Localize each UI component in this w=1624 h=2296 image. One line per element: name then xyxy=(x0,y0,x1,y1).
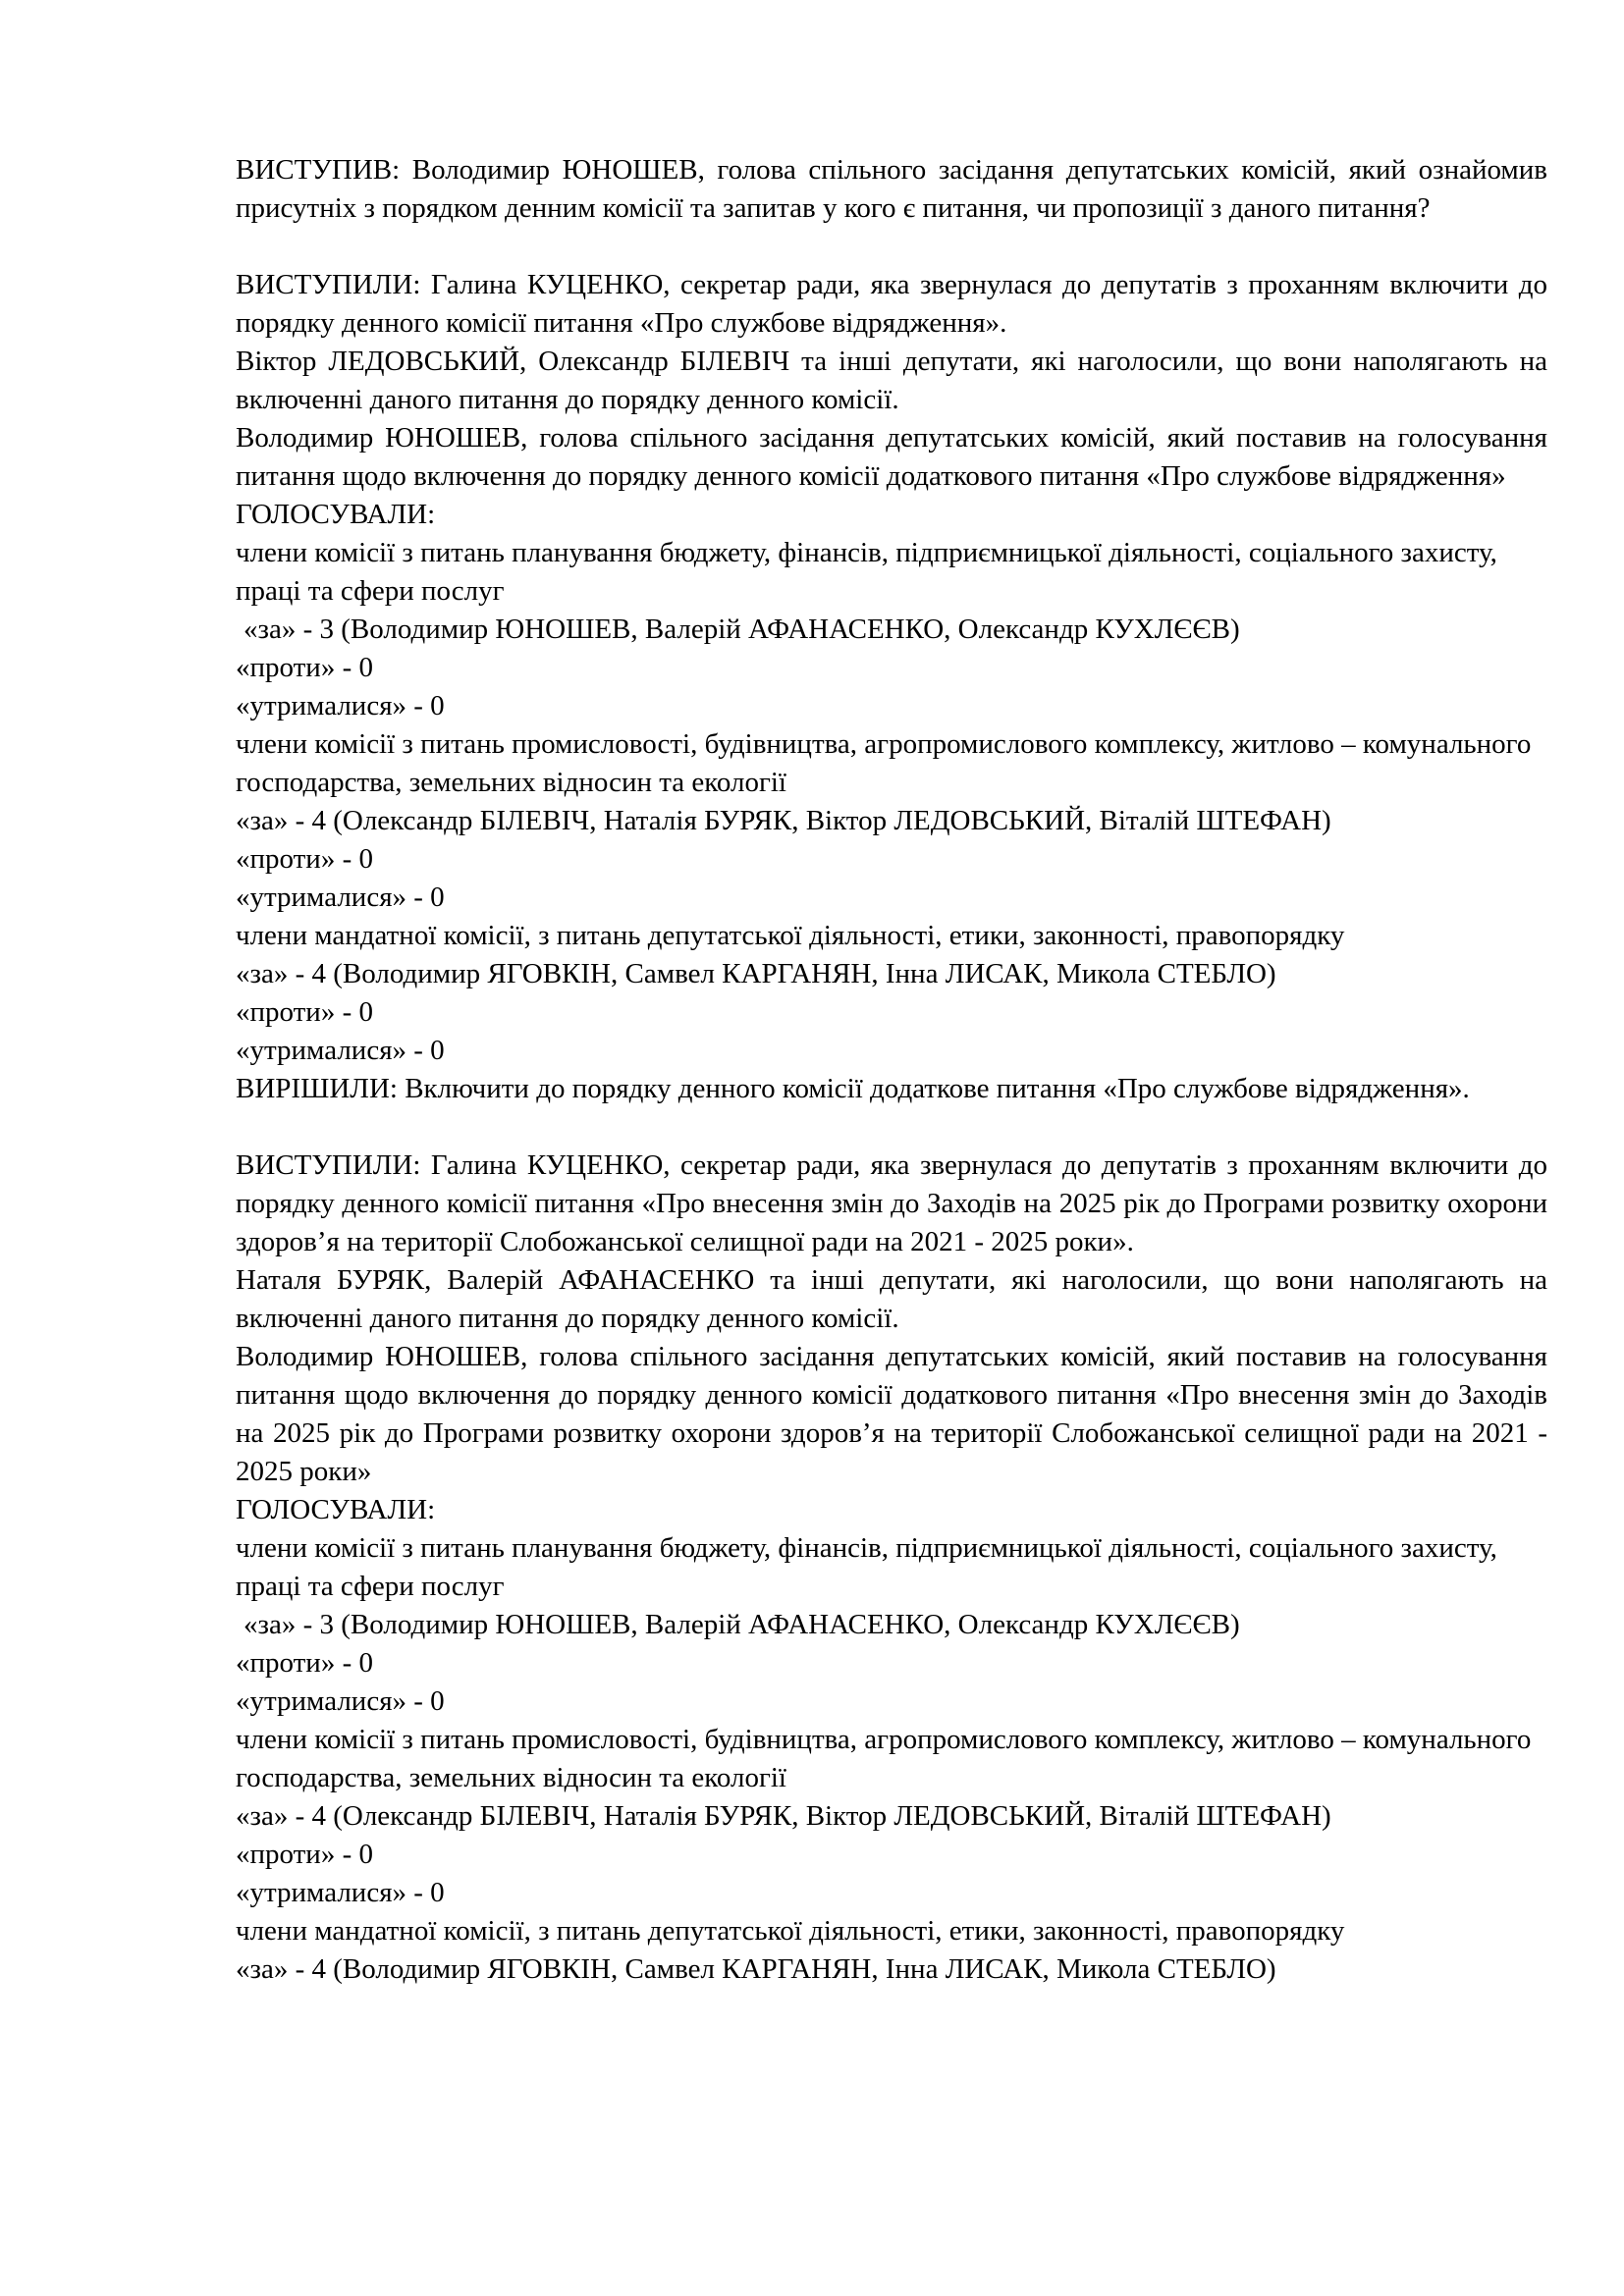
document-paragraph: ВИРІШИЛИ: Включити до порядку денного комісії додаткове питання «Про службове відрядження». xyxy=(236,1073,1470,1104)
document-paragraph: «за» - 4 (Володимир ЯГОВКІН, Самвел КАРГАНЯН, Інна ЛИСАК, Микола СТЕБЛО) xyxy=(236,1953,1276,1985)
document-paragraph: члени комісії з питань планування бюджету, фінансів, підприємницької діяльності, соціального захисту, праці та сфери послуг xyxy=(236,1532,1497,1602)
document-paragraph: «за» - 4 (Олександр БІЛЕВІЧ, Наталія БУРЯК, Віктор ЛЕДОВСЬКИЙ, Віталій ШТЕФАН) xyxy=(236,805,1331,836)
document-paragraph: «утрималися» - 0 xyxy=(236,1685,445,1717)
document-paragraph: ГОЛОСУВАЛИ: xyxy=(236,1494,436,1525)
document-paragraph: «проти» - 0 xyxy=(236,1839,373,1870)
document-paragraph: члени мандатної комісії, з питань депутатської діяльності, етики, законності, правопорядку xyxy=(236,1915,1345,1947)
document-paragraph: члени комісії з питань промисловості, будівництва, агропромислового комплексу, житлово – комунального господарства, земельних відносин та екології xyxy=(236,728,1532,798)
document-paragraph: ВИСТУПИЛИ: Галина КУЦЕНКО, секретар ради, яка звернулася до депутатів з проханням включити до порядку денного комісії питання «Про службове відрядження». xyxy=(236,269,1547,339)
document-paragraph: «утрималися» - 0 xyxy=(236,690,445,721)
document-paragraph: «проти» - 0 xyxy=(236,996,373,1028)
document-paragraph: ВИСТУПИЛИ: Галина КУЦЕНКО, секретар ради, яка звернулася до депутатів з проханням включити до порядку денного комісії питання «Про внесення змін до Заходів на 2025 рік до Програми розвитку охорони здоров’я на території Слобожанської селищної ради на 2021 - 2025 роки». xyxy=(236,1149,1547,1257)
document-paragraph: «проти» - 0 xyxy=(236,652,373,683)
document-paragraph: ГОЛОСУВАЛИ: xyxy=(236,499,436,530)
paragraph-spacer xyxy=(236,228,1547,266)
document-paragraph: «за» - 4 (Володимир ЯГОВКІН, Самвел КАРГАНЯН, Інна ЛИСАК, Микола СТЕБЛО) xyxy=(236,958,1276,989)
document-paragraph: «утрималися» - 0 xyxy=(236,881,445,913)
document-paragraph: «утрималися» - 0 xyxy=(236,1877,445,1908)
document-paragraph: члени мандатної комісії, з питань депутатської діяльності, етики, законності, правопорядку xyxy=(236,920,1345,951)
document-paragraph: Володимир ЮНОШЕВ, голова спільного засідання депутатських комісій, який поставив на голосування питання щодо включення до порядку денного комісії додаткового питання «Про внесення змін до Заходів на 2025 рік до Програми розвитку охорони здоров’я на території Слобожанської селищної ради на 2021 - 2025 роки» xyxy=(236,1341,1547,1487)
document-paragraph: «за» - 3 (Володимир ЮНОШЕВ, Валерій АФАНАСЕНКО, Олександр КУХЛЄЄВ) xyxy=(244,614,1240,645)
paragraph-spacer xyxy=(236,1108,1547,1147)
document-page xyxy=(236,151,1547,1989)
document-paragraph: «утрималися» - 0 xyxy=(236,1035,445,1066)
document-paragraph: Віктор ЛЕДОВСЬКИЙ, Олександр БІЛЕВІЧ та інші депутати, які наголосили, що вони наполягають на включенні даного питання до порядку денного комісії. xyxy=(236,346,1547,415)
document-paragraph: члени комісії з питань планування бюджету, фінансів, підприємницької діяльності, соціального захисту, праці та сфери послуг xyxy=(236,537,1497,607)
document-paragraph: Володимир ЮНОШЕВ, голова спільного засідання депутатських комісій, який поставив на голосування питання щодо включення до порядку денного комісії додаткового питання «Про службове відрядження» xyxy=(236,422,1547,492)
document-paragraph: «проти» - 0 xyxy=(236,843,373,875)
document-paragraph: «за» - 3 (Володимир ЮНОШЕВ, Валерій АФАНАСЕНКО, Олександр КУХЛЄЄВ) xyxy=(244,1609,1240,1640)
document-paragraph: Наталя БУРЯК, Валерій АФАНАСЕНКО та інші депутати, які наголосили, що вони наполягають на включенні даного питання до порядку денного комісії. xyxy=(236,1264,1547,1334)
document-paragraph: члени комісії з питань промисловості, будівництва, агропромислового комплексу, житлово – комунального господарства, земельних відносин та екології xyxy=(236,1724,1532,1793)
document-paragraph: «за» - 4 (Олександр БІЛЕВІЧ, Наталія БУРЯК, Віктор ЛЕДОВСЬКИЙ, Віталій ШТЕФАН) xyxy=(236,1800,1331,1832)
document-paragraph: ВИСТУПИВ: Володимир ЮНОШЕВ, голова спільного засідання депутатських комісій, який ознайомив присутніх з порядком денним комісії та запитав у кого є питання, чи пропозиції з даного питання? xyxy=(236,154,1547,224)
document-paragraph: «проти» - 0 xyxy=(236,1647,373,1679)
